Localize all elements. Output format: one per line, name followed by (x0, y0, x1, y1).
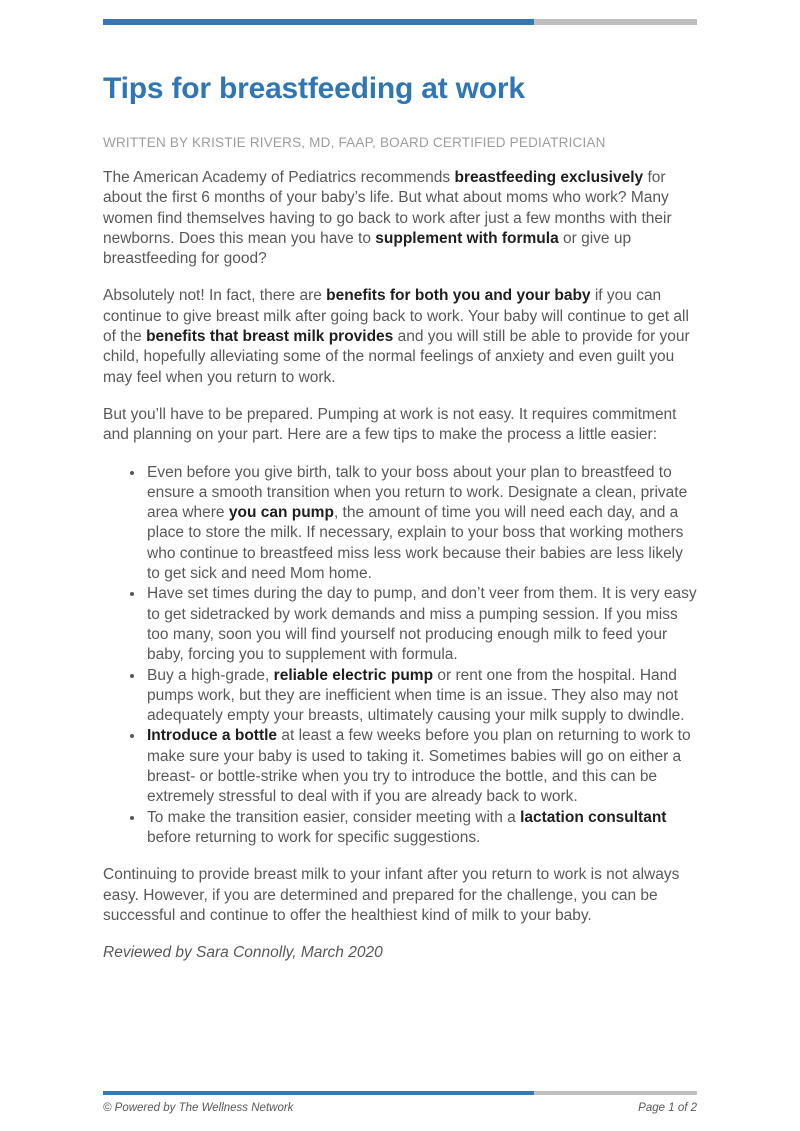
paragraph-intro-1 (103, 168, 697, 269)
footer-rule-blue-segment (103, 1091, 534, 1095)
bold-text-run: supplement with formula (375, 229, 559, 247)
document-body (103, 168, 697, 963)
footer-row (103, 1102, 697, 1114)
list-item (145, 463, 697, 585)
text-run: Absolutely not! In fact, there are (103, 287, 327, 305)
paragraph-intro-2 (103, 286, 697, 387)
footer-rule (103, 1091, 697, 1095)
page-title: Tips for breastfeeding at work (103, 72, 525, 105)
text-run: at least a few weeks before you plan on returning to work to make sure your baby is used to taking it. Sometimes babies will go on either a breast- or bottle-strike when you try to introduce the bottle, and this can be extremely stressful to deal with if you are already back to work. (147, 727, 691, 806)
text-run: before returning to work for specific suggestions. (147, 828, 481, 846)
footer-page-number: Page 1 of 2 (638, 1102, 697, 1114)
list-item (145, 808, 697, 849)
text-run: , the amount of time you will need each day, and a place to store the milk. If necessary, explain to your boss that working mothers who continue to breastfeed miss less work because their babies are less likely to get sick and need Mom home. (147, 504, 684, 583)
paragraph-intro-3 (103, 405, 697, 446)
tips-list (103, 463, 697, 849)
bold-text-run: lactation consultant (520, 808, 667, 826)
text-run: for about the first 6 months of your baby’s life. But what about moms who work? Many women find themselves having to go back to work after just a few months with their newborns. Does this mean you have to (103, 169, 672, 247)
header-rule-blue-segment (103, 19, 534, 25)
footer-copyright: © Powered by The Wellness Network (103, 1102, 294, 1114)
text-run: Continuing to provide breast milk to your infant after you return to work is not always easy. However, if you are determined and prepared for the challenge, you can be successful and continue to offer the healthiest kind of milk to your baby. (103, 866, 680, 924)
paragraph-closing (103, 865, 697, 926)
text-run: But you’ll have to be prepared. Pumping at work is not easy. It requires commitment and planning on your part. Here are a few tips to make the process a little easier: (103, 405, 677, 444)
list-item (145, 666, 697, 727)
text-run: if you can continue to give breast milk after going back to work. Your baby will continue to get all of the (103, 287, 689, 346)
text-run: or rent one from the hospital. Hand pumps work, but they are inefficient when time is an issue. They also may not adequately empty your breasts, ultimately causing your milk supply to dwindle. (147, 666, 685, 725)
bold-text-run: benefits for both you and your baby (326, 287, 591, 305)
bold-text-run: you can pump (228, 504, 334, 522)
bold-text-run: benefits that breast milk provides (146, 328, 394, 346)
text-run: or give up breastfeeding for good? (103, 229, 632, 268)
bold-text-run: breastfeeding exclusively (454, 169, 644, 186)
header-rule-gray-segment (534, 19, 697, 25)
header-rule (103, 19, 697, 25)
text-run: Have set times during the day to pump, and don’t veer from them. It is very easy to get sidetracked by work demands and miss a pumping session. If you miss too many, soon you will find yourself not producing enough milk to feed your baby, forcing you to supplement with formula. (147, 585, 697, 664)
list-item (145, 726, 697, 807)
text-run: Even before you give birth, talk to your boss about your plan to breastfeed to ensure a smooth transition when you return to work. Designate a clean, private area where (147, 463, 688, 522)
text-run: and you will still be able to provide for your child, hopefully alleviating some of the normal feelings of anxiety and even guilt you may feel when you return to work. (103, 328, 690, 386)
byline: WRITTEN BY KRISTIE RIVERS, MD, FAAP, BOARD CERTIFIED PEDIATRICIAN (103, 135, 606, 150)
text-run: To make the transition easier, consider meeting with a (147, 808, 521, 826)
footer-rule-gray-segment (534, 1091, 697, 1095)
bold-text-run: Introduce a bottle (147, 727, 278, 745)
text-run: Buy a high-grade, (147, 666, 274, 684)
list-item (145, 584, 697, 665)
bold-text-run: reliable electric pump (273, 666, 434, 684)
reviewed-by-line: Reviewed by Sara Connolly, March 2020 (103, 944, 383, 962)
page-footer (103, 1091, 697, 1114)
text-run: The American Academy of Pediatrics recommends (103, 169, 455, 186)
